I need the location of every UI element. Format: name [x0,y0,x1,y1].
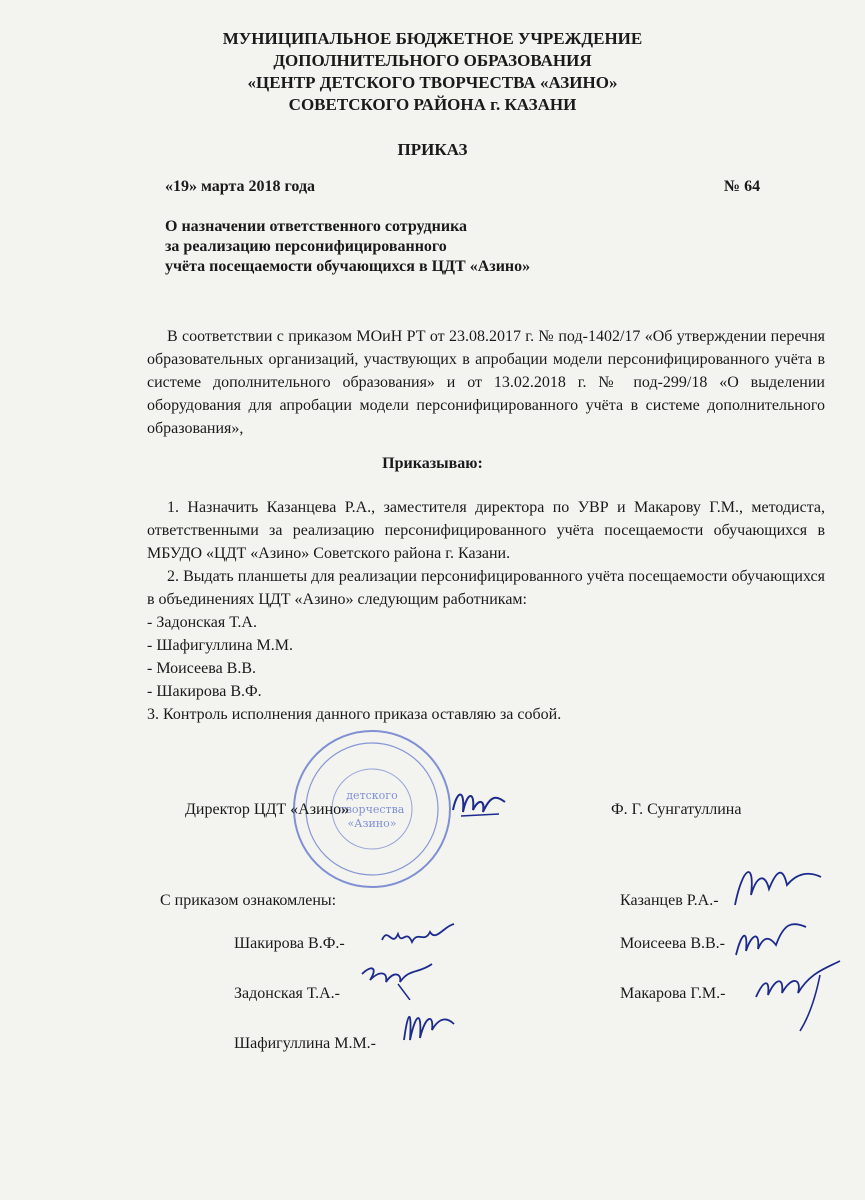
order-heading: Приказываю: [382,455,483,472]
order-item-3: 3. Контроль исполнения данного приказа оставляю за собой. [147,706,562,723]
ack-left-1: Шакирова В.Ф.- [234,935,345,952]
signature-shafigullina [398,1000,458,1050]
order-date: «19» марта 2018 года [165,178,316,195]
svg-text:«Азино»: «Азино» [347,817,397,830]
worker-2: - Шафигуллина М.М. [147,637,294,654]
order-item-2: 2. Выдать планшеты для реализации персонифицированного учёта посещаемости обучающихся в объединениях ЦДТ «Азино» следующим работникам: [147,568,825,608]
ack-right-1: Казанцев Р.А.- [620,892,719,909]
document-title: ПРИКАЗ [397,140,468,159]
header-line-1: МУНИЦИПАЛЬНОЕ БЮДЖЕТНОЕ УЧРЕЖДЕНИЕ [222,29,643,48]
header-line-4: СОВЕТСКОГО РАЙОНА г. КАЗАНИ [288,95,577,114]
subject-line-1: О назначении ответственного сотрудника [165,218,468,235]
order-subject [165,217,530,277]
svg-text:творчества: творчества [339,803,405,816]
institution-header [0,28,865,116]
signature-shakirova [378,918,458,958]
worker-4: - Шакирова В.Ф. [147,683,262,700]
acknowledged-label: С приказом ознакомлены: [160,892,337,909]
header-line-2: ДОПОЛНИТЕЛЬНОГО ОБРАЗОВАНИЯ [273,51,592,70]
ack-right-2: Моисеева В.В.- [620,935,726,952]
director-title: Директор ЦДТ «Азино» [185,801,350,818]
order-items [147,496,825,726]
director-signature [445,780,515,830]
signature-zadonskaya [358,960,438,1000]
ack-left-2: Задонская Т.А.- [234,985,340,1002]
worker-1: - Задонская Т.А. [147,614,257,631]
ack-right-3: Макарова Г.М.- [620,985,726,1002]
preamble-paragraph: В соответствии с приказом МОиН РТ от 23.08.2017 г. № под-1402/17 «Об утверждении перечня образовательных организаций, участвующих в апробации модели персонифицированного учёта в системе дополнительного образования» и от 13.02.2018 г. № под-299/18 «О выделении оборудования для апробации модели персонифицированного учёта в системе дополнительного образования», [147,328,825,437]
ack-left-3: Шафигуллина М.М.- [234,1035,377,1052]
signature-kazantsev [725,855,825,915]
svg-text:детского: детского [346,789,398,802]
order-number: № 64 [724,178,761,195]
worker-3: - Моисеева В.В. [147,660,257,677]
header-line-3: «ЦЕНТР ДЕТСКОГО ТВОРЧЕСТВА «АЗИНО» [247,73,618,92]
order-item-1: 1. Назначить Казанцева Р.А., заместителя директора по УВР и Макарову Г.М., методиста, ответственными за реализацию персонифицированного учёта посещаемости обучающихся в МБУДО «ЦДТ «Азино» Советского района г. Казани. [147,499,825,562]
subject-line-3: учёта посещаемости обучающихся в ЦДТ «Азино» [165,258,531,275]
director-name: Ф. Г. Сунгатуллина [611,801,742,818]
signature-makarova [750,955,845,1035]
subject-line-2: за реализацию персонифицированного [165,238,447,255]
